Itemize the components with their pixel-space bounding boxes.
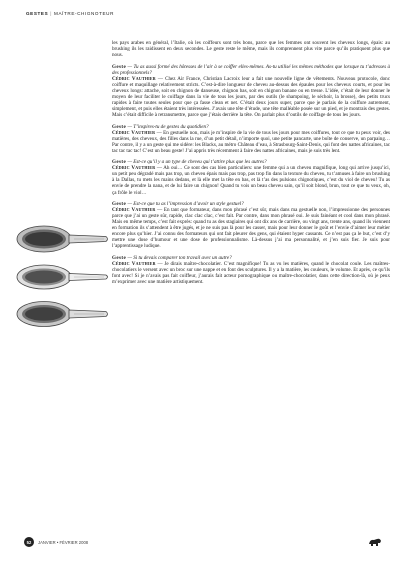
qa-block <box>112 124 390 154</box>
qa-block <box>112 255 390 285</box>
speaker-name: Cédric Vauthier <box>112 129 156 136</box>
speaker-name: Cédric Vauthier <box>112 165 156 172</box>
question-text: — Si tu devais comparer ton travail avec un autre? <box>126 254 232 261</box>
hairbrush-illustration <box>14 297 110 331</box>
answer-text: — En tant que formateur, dans mon phrasé c’est sûr, mais dans ma gestuelle non, l’impressionne des personnes parce que j’ai un geste sûr, rapide, clac clac clac, c’est fait. Par contre, dans mon phrasé oui. Je suis fainéant et cool dans mon phrasé. Mais en même temps, c’est fait exprès: quand tu as des stagiaires qui ont dix ans de carrière, ou vingt ans, trente ans, quand ils viennent en formation ils s’attendent à être jugés, et je ne suis pas là pour les casser, mais pour leur donner le goût et l’envie d’aimer leur métier encore plus qu’hier. J’ai connu des formateurs qui ont fait pleurer des gens, qui étaient hyper cassants. Ce n’est pas ça le but, c’est d’y mettre une dose d’humour et une dose de professionnalisme. Là-dessus j’ai ma personnalité, et j’en suis fier. Je suis pour l’apprentissage ludique. <box>112 207 390 250</box>
page-number: 52 <box>24 537 34 547</box>
question-label: Geste <box>112 63 127 70</box>
answer-text: — En gestuelle non, mais je m’inspire de la vie de tous les jours pour mes coiffures, tout ce que tu peux voir, des matières, des cheveux, des filles dans la rue, d’un petit détail, n’importe quoi, une petite pancarte, une boîte de conserve, un parpaing… Par contre, il y a un geste qui me sidère: les Blacks, au métro Château d’eau, à Strasbourg-Saint-Denis, qui font des nattes africaines, tac tac tac tac tac! C’est un beau geste! J’ai appris très récemment à faire des nattes africaines, mais je suis très lent. <box>112 129 390 154</box>
question-text: — Tu as aussi formé des hôtesses de l’air à se coiffer elles-mêmes. As-tu utilisé les mêmes méthodes que lorsque tu t’adresses à des professionnels? <box>112 63 390 76</box>
answer-text: — Chez Air France, Christian Lacroix leur a fait une nouvelle ligne de vêtements. Nouveau protocole, donc coiffure et maquillage relativement stricts. C’est-à-dire longueur de cheveu au-dessus des épaules pour les cheveux courts, et pour les cheveux longs: attache, soit en chignon de danseuse, chignon bas, soit en chignon banane ou en tresse. L’idée, c’était de leur donner le moyen de leur faciliter le coiffage dans la vie de tous les jours, par des outils (le shampoing, le séchoir, la brosse), des petits trucs rapides à faire toutes seules pour que ça fasse clean et net. C’était deux jours super, parce que je parlais de la coiffure autrement, simplement, et puis elles étaient très intéressées. J’avais une tête d’étude, une tête malléable posée sur un pied, et je montrais des gestes. Mais c’était difficile à retransmettre, parce que j’étais derrière la tête. On parlait plus d’outils de coiffage de tous les jours. <box>112 75 390 119</box>
question-label: Geste <box>112 123 127 130</box>
answer <box>112 130 390 154</box>
question-text: — Est-ce qu’il y a un type de cheveu qui t’attire plus que les autres? <box>126 159 267 166</box>
question <box>112 64 390 76</box>
speaker-name: Cédric Vauthier <box>112 261 156 267</box>
question-text: — T’inspires-tu de gestes du quotidien? <box>126 123 209 130</box>
question-label: Geste <box>112 201 127 208</box>
qa-block <box>112 64 390 118</box>
answer <box>112 165 390 195</box>
hairbrush-illustration <box>14 222 110 256</box>
magazine-name: GESTES <box>26 11 49 16</box>
question-label: Geste <box>112 159 127 166</box>
answer <box>112 261 390 285</box>
qa-block <box>112 159 390 195</box>
issue-date: JANVIER • FÉVRIER 2008 <box>38 539 89 545</box>
page-footer <box>24 537 88 547</box>
answer-text: — Ah oui… Ce sont des cas bien particuliers: une femme qui a un cheveu magnifique, long qui arrive jusqu’ici, un petit peu dégradé mais pas trop, un cheveu épais mais pas trop, pas trop fin dans la texture du cheveu, tu t’amuses à faire un brushing à la Dallas, tu mets les mains dedans, et là elle met la tête en bas, et là t’as des pulsions chignotiques, c’est du viol de cheveu! Tu as envie de prendre la nana, et de lui faire un chignon! Quand tu vois un beau cheveu sain, qu’il soit blond, brun, tout ce que tu veux, oh, ça frôle le viol… <box>112 165 390 196</box>
answer <box>112 207 390 249</box>
hairbrush-illustration <box>14 260 110 294</box>
answer <box>112 76 390 118</box>
running-header: GESTES | MAÎTRE-CHIGNOTEUR <box>26 11 115 16</box>
speaker-name: Cédric Vauthier <box>112 75 156 82</box>
qa-block <box>112 201 390 249</box>
question-label: Geste <box>112 254 127 261</box>
intro-paragraph: les pays arabes en général, l’Italie, où les coiffeurs sont très bons, parce que les femmes ont souvent les cheveux longs, épais: au brushing ils les raidissent en deux secondes. Le geste reste le même, mais ils comprennent plus vite parce qu’ils pratiquent plus que nous. <box>112 40 390 59</box>
article-body <box>112 40 390 291</box>
question-text: — Est-ce que tu as l’impression d’avoir un style gestuel? <box>126 201 244 208</box>
answer-text: — Je dirais maître-chocolatier. C’est magnifique! Tu as vu les matières, quand le chocolat coule. Les maîtres-chocolatiers le versent avec un broc sur une nappe et en font des sculptures. Il y a la matière, les couleurs, le volume. Et après, ce qu’ils font avec! Si je n’avais pas fait coiffeur, j’aurais fait acteur pornographique ou maître-chocolatier, dans cette direction-là, où je peux m’exprimer avec une matière artistiquement. <box>112 261 390 286</box>
section-title: MAÎTRE-CHIGNOTEUR <box>54 11 115 16</box>
speaker-name: Cédric Vauthier <box>112 207 156 214</box>
animal-logo-icon <box>368 537 382 547</box>
